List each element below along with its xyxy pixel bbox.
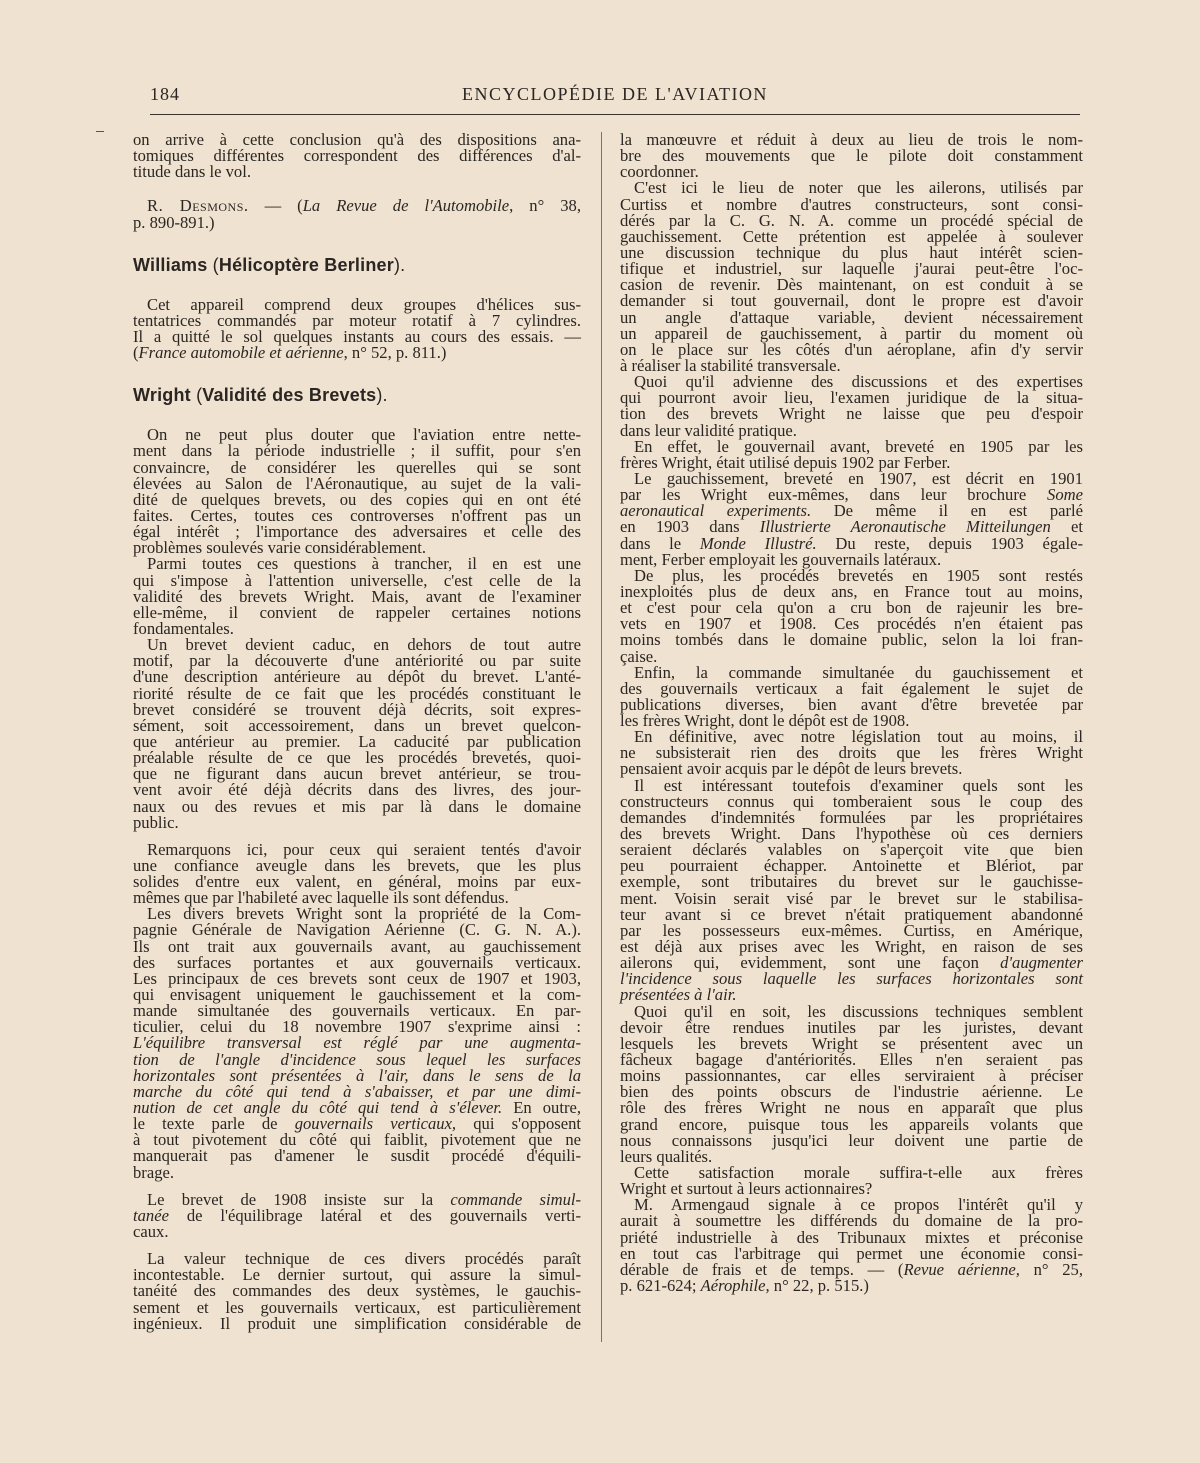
text-line: Curtiss et nombre d'autres constructeurs, sont consi-: [620, 194, 1083, 214]
text-line: et c'est pour cela qu'on a cru bon de rajeunir les bre-: [620, 598, 1083, 618]
text-line: un angle d'attaque variable, devient nécessairement: [620, 307, 1083, 327]
text-line: en tout cas l'arbitrage qui permet une économie consi-: [620, 1243, 1083, 1263]
margin-mark: [96, 131, 104, 132]
text-line: tion des brevets Wright ne laisse que peu d'espoir: [620, 404, 1083, 424]
williams-citation: (France automobile et aérienne, n° 52, p. 811.): [133, 343, 447, 363]
text-line: tentatrices commandés par moteur rotatif à 7 cylindres.: [133, 310, 581, 330]
text-line: vets en 1907 et 1908. Ces procédés n'en étaient pas: [620, 614, 1083, 634]
text-line: par les possesseurs eux-mêmes. Curtiss, en Amérique,: [620, 920, 1083, 940]
text-line: la manœuvre et réduit à deux au lieu de trois le nom-: [620, 130, 1083, 149]
left-column: [133, 132, 581, 1332]
r5-line-c: aeronautical experiments. De même il en est parlé: [620, 501, 1084, 521]
text-line: des gouvernails verticaux a fait également le sujet de: [620, 678, 1083, 698]
page-number: 184: [150, 84, 180, 104]
paragraph-r8: [620, 729, 1083, 777]
desmons-citation-pages: p. 890-891.): [133, 212, 215, 232]
text-line: tanéité des commandes des deux systèmes, le gauchis-: [133, 1281, 581, 1301]
text-line: mande simultanée des gouvernails verticaux. En par-: [133, 1001, 581, 1021]
text-line: gauchissement. Cette prétention est appelée à soulever: [620, 226, 1083, 246]
text-line: elle-même, il convient de rappeler certaines notions: [133, 602, 581, 622]
paragraph-r6: [620, 565, 1083, 666]
text-line: tion de l'angle d'incidence sous lequel les surfaces: [133, 1049, 581, 1069]
text-line: grand encore, puisque tous les appareils volants que: [620, 1114, 1083, 1134]
text-line: problèmes soulevés varie considérablement.: [133, 538, 427, 558]
r9-mixed-line: ailerons qui, evidemment, sont une façon d'augmenter: [620, 953, 1083, 973]
text-line: validité des brevets Wright. Mais, avant de l'examiner: [133, 586, 581, 606]
text-line: M. Armengaud signale à ce propos l'intérêt qu'il y: [634, 1195, 1083, 1215]
r5-line-f: ment, Ferber employait les gouvernails latéraux.: [620, 549, 942, 569]
intro-paragraph: [133, 132, 581, 180]
paragraph-wright-7: [133, 1251, 581, 1332]
text-line: moins passionnantes, car elles serviraient à préciser: [620, 1066, 1083, 1086]
text-line: tomiques différentes correspondent des différences d'al-: [133, 146, 581, 166]
text-line: Le gauchissement, breveté en 1907, est décrit en 1901: [634, 468, 1083, 488]
text-line: Cette satisfaction morale suffira-t-elle aux frères: [634, 1163, 1083, 1182]
text-line: L'équilibre transversal est réglé par une augmenta-: [133, 1033, 581, 1053]
text-line: Il est intéressant toutefois d'examiner quels sont les: [634, 775, 1083, 795]
text-line: pensaient avoir acquis par le dépôt de leurs brevets.: [620, 759, 963, 779]
text-line: manquerait pas d'amener le susdit procédé d'équili-: [133, 1146, 581, 1166]
text-line: présentées à l'air.: [620, 985, 737, 1005]
text-line: une discussion technique du plus haut intérêt scien-: [620, 242, 1083, 262]
heading-williams: Williams (Hélicoptère Berliner).: [133, 254, 406, 275]
text-line: çaise.: [620, 646, 658, 666]
patent-1908-line-1: Le brevet de 1908 insiste sur la commande simul-: [147, 1189, 581, 1209]
text-line: bien des points obscurs de l'industrie aérienne. Le: [620, 1082, 1083, 1102]
text-line: Les principaux de ces brevets sont ceux de 1907 et 1903,: [133, 968, 581, 988]
r5-line-d: en 1903 dans Illustrierte Aeronautische Mitteilungen et: [620, 517, 1084, 537]
paragraph-r1: [620, 132, 1083, 180]
text-line: fondamentales.: [133, 618, 234, 638]
text-line: sement et les gouvernails verticaux, est particulièrement: [133, 1297, 581, 1317]
heading-wright: Wright (Validité des Brevets).: [133, 385, 388, 406]
text-line: ingénieux. Il produit une simplification considérable de: [133, 1313, 581, 1333]
text-line: convaincre, de considérer les querelles qui se sont: [133, 457, 581, 477]
paragraph-wright-3: [133, 637, 581, 831]
text-line: des surfaces portantes et aux gouvernails verticaux.: [133, 952, 581, 972]
text-line: qui s'impose à l'attention universelle, c'est celle de la: [133, 570, 581, 590]
text-line: est déjà aux prises avec les Wright, en raison de ses: [620, 937, 1083, 957]
text-line: à tout pivotement du côté qui faiblit, pivotement que ne: [133, 1130, 581, 1150]
text-line: une confiance aveugle dans les brevets, que les plus: [133, 855, 581, 875]
text-line: Wright et surtout à leurs actionnaires?: [620, 1179, 873, 1199]
text-line: priété industrielle à des Tribunaux mixtes et préconise: [620, 1227, 1083, 1247]
text-line: Remarquons ici, pour ceux qui seraient tentés d'avoir: [147, 839, 581, 859]
text-line: aurait à soumettre les différends du domaine de la pro-: [620, 1211, 1083, 1231]
text-line: on le place sur les côtés d'un aéroplane, afin d'y servir: [620, 339, 1083, 359]
text-line: on arrive à cette conclusion qu'à des dispositions ana-: [133, 130, 581, 149]
page-header: [150, 84, 1080, 115]
text-line: Cet appareil comprend deux groupes d'hélices sus-: [147, 294, 581, 314]
text-line: De plus, les procédés brevetés en 1905 sont restés: [634, 565, 1083, 585]
text-line: devoir être rendues inutiles par les juristes, devant: [620, 1017, 1083, 1037]
text-line: moins tombés dans le domaine public, selon la loi fran-: [620, 630, 1083, 650]
text-line: préalable résulte de ce que les procédés brevetés, quoi-: [133, 748, 581, 768]
text-line: frères Wright, était utilisé depuis 1902 par Ferber.: [620, 452, 951, 472]
text-line: que antérieur au premier. La caducité par publication: [133, 731, 581, 751]
paragraph-wright-2: [133, 556, 581, 637]
text-line: marche du côté qui tend à s'abaisser, et par une dimi-: [133, 1081, 581, 1101]
text-line: brevet considéré se trouvent déjà décrits, soit expres-: [133, 699, 581, 719]
text-line: ment dans la période industrielle ; il suffit, pour s'en: [133, 441, 581, 461]
text-line: dérés par la C. G. N. A. comme un procédé spécial de: [620, 210, 1083, 230]
text-line: ne subsisterait rien des droits que les frères Wright: [620, 743, 1083, 763]
text-line: En définitive, avec notre législation tout au moins, il: [634, 727, 1083, 747]
text-line: constructeurs connus qui tomberaient sous le coup des: [620, 791, 1083, 811]
text-line: dité de quelques brevets, ou des copies qui en ont été: [133, 489, 581, 509]
text-line: La valeur technique de ces divers procédés paraît: [147, 1249, 581, 1269]
quote-end-line: nution de cet angle du côté qui tend à s'élever. En outre,: [133, 1098, 581, 1118]
text-line: coordonner.: [620, 162, 699, 182]
text-line: que ne figurant dans aucun brevet antérieur, se trou-: [133, 764, 581, 784]
paragraph-r7: [620, 662, 1083, 731]
text-line: tifique et industriel, sur laquelle j'aurai peut-être l'oc-: [620, 259, 1083, 279]
text-line: Ils ont trait aux gouvernails avant, au gauchissement: [133, 936, 581, 956]
text-line: leurs qualités.: [620, 1146, 713, 1166]
right-column: [620, 132, 1083, 1294]
text-line: Quoi qu'il en soit, les discussions techniques semblent: [634, 1001, 1083, 1021]
paragraph-wright-5: [133, 906, 581, 1035]
text-line: En effet, le gouvernail avant, breveté en 1905 par les: [634, 436, 1083, 456]
vertical-rudders-line: le texte parle de gouvernails verticaux, qui s'opposent: [133, 1114, 581, 1134]
r5-line-b: par les Wright eux-mêmes, dans leur brochure Some: [620, 485, 1083, 505]
text-line: Enfin, la commande simultanée du gauchissement et: [634, 662, 1083, 682]
text-line: brage.: [133, 1162, 174, 1182]
text-line: dans leur validité pratique.: [620, 420, 797, 440]
text-line: des brevets Wright. Dans l'hypothèse où ces derniers: [620, 824, 1083, 844]
patent-1908-line-2: tanée de l'équilibrage latéral et des gouvernails verti-: [133, 1205, 581, 1225]
paragraph-wright-5-tail: [133, 1132, 581, 1180]
text-line: publications diverses, bien avant d'être brevetée par: [620, 694, 1083, 714]
paragraph-r9-italic: [620, 971, 1083, 1003]
text-line: demander si tout gouvernail, dont le propre est d'avoir: [620, 291, 1083, 311]
paragraph-r3: [620, 374, 1083, 439]
text-line: titude dans le vol.: [133, 162, 251, 182]
text-line: On ne peut plus douter que l'aviation entre nette-: [147, 425, 581, 445]
text-line: peu pourraient échapper. Antoinette et Blériot, par: [620, 856, 1083, 876]
paragraph-r2: [620, 180, 1083, 374]
text-line: lesquels les brevets Wright se présentent avec un: [620, 1033, 1083, 1053]
text-line: seraient déclarés valables on s'aperçoit vite que bien: [620, 840, 1083, 860]
text-line: bre des mouvements que le pilote doit constamment: [620, 146, 1083, 166]
paragraph-wright-1: [133, 427, 581, 556]
text-line: ticulier, celui du 18 novembre 1907 s'exprime ainsi :: [133, 1017, 581, 1037]
text-line: rôle des frères Wright ne nous en apparaît que plus: [620, 1098, 1083, 1118]
text-line: élevées au Salon de l'Aéronautique, au sujet de la vali-: [133, 473, 581, 493]
text-line: à réaliser la stabilité transversale.: [620, 355, 841, 375]
text-line: solides d'entre eux valent, en général, moins par eux-: [133, 872, 581, 892]
text-line: motif, par la découverte d'une antériorité ou par suite: [133, 651, 581, 671]
desmons-citation: R. Desmons. — (La Revue de l'Automobile, n° 38,: [147, 196, 581, 216]
text-line: qui envisagent uniquement le gauchissement et la com-: [133, 985, 581, 1005]
text-line: égal intérêt ; l'importance des adversaires et celle des: [133, 522, 581, 542]
williams-paragraph: [133, 294, 581, 346]
text-line: public.: [133, 812, 179, 832]
paragraph-wright-4: [133, 839, 581, 908]
paragraph-r4: [620, 436, 1083, 472]
text-line: casion de revenir. Dès maintenant, on est conduit à se: [620, 275, 1083, 295]
text-line: teur avant si ce brevet n'était pratiquement abandonné: [620, 904, 1083, 924]
text-line: vent avoir été déjà décrits dans des livres, des jour-: [133, 780, 581, 800]
r12-last-line: dérable de frais et de temps. — (Revue aérienne, n° 25,: [620, 1259, 1083, 1279]
text-line: un appareil de gauchissement, à partir du moment où: [620, 323, 1083, 343]
paragraph-r10: [620, 1001, 1083, 1166]
text-line: l'incidence sous laquelle les surfaces horizontales sont: [620, 969, 1083, 989]
text-line: incontestable. Le dernier surtout, qui assure la simul-: [133, 1265, 581, 1285]
text-line: Un brevet devient caduc, en dehors de tout autre: [147, 635, 581, 655]
text-line: fâcheux bagage d'antériorités. Elles n'en seraient pas: [620, 1050, 1083, 1070]
text-line: Parmi toutes ces questions à trancher, il en est une: [147, 554, 581, 574]
text-line: Quoi qu'il advienne des discussions et des expertises: [634, 372, 1083, 392]
paragraph-r11: [620, 1165, 1083, 1197]
text-line: les frères Wright, dont le dépôt est de 1908.: [620, 711, 910, 731]
text-line: demandes d'indemnités formulées par les propriétaires: [620, 807, 1083, 827]
running-title: ENCYCLOPÉDIE DE L'AVIATION: [462, 84, 768, 104]
paragraph-r9: [620, 775, 1083, 957]
text-line: Les divers brevets Wright sont la propriété de la Com-: [147, 904, 581, 924]
text-line: ment. Voisin serait visé par le brevet sur le stabilisa-: [620, 888, 1083, 908]
text-line: pagnie Générale de Navigation Aérienne (C. G. N. A.).: [133, 920, 581, 940]
text-line: sément, soit accessoirement, dans un brevet quelcon-: [133, 715, 581, 735]
text-line: naux ou des revues et mis par là dans le domaine: [133, 796, 581, 816]
text-line: mêmes que par l'habileté avec laquelle ils sont défendus.: [133, 888, 509, 908]
r12-end-line: p. 621-624; Aérophile, n° 22, p. 515.): [620, 1275, 869, 1295]
patent-1908-line-3: caux.: [133, 1222, 169, 1242]
r5-line-e: dans le Monde Illustré. Du reste, depuis 1903 égale-: [620, 533, 1083, 553]
text-line: riorité résulte de ce fait que les procédés constituant le: [133, 683, 581, 703]
text-line: faites. Certes, toutes ces controverses n'offrent pas un: [133, 505, 581, 525]
column-divider: [601, 132, 602, 1342]
paragraph-r12: [620, 1197, 1083, 1262]
text-line: exemple, sont tributaires du brevet sur le gauchisse-: [620, 872, 1083, 892]
paragraph-wright-5-quote: [133, 1035, 581, 1100]
text-line: inexploités plus de deux ans, en France tout au moins,: [620, 581, 1083, 601]
text-line: nous connaissons jusqu'ici leur doivent une partie de: [620, 1130, 1083, 1150]
text-line: qui pourront avoir lieu, l'examen juridique de la situa-: [620, 388, 1083, 408]
text-line: d'une description antérieure au dépôt du brevet. L'anté-: [133, 667, 581, 687]
text-line: horizontales sont présentées à l'air, dans le sens de la: [133, 1065, 581, 1085]
text-line: Il a quitté le sol quelques instants au cours des essais. —: [133, 326, 581, 346]
text-line: C'est ici le lieu de noter que les ailerons, utilisés par: [634, 178, 1083, 198]
